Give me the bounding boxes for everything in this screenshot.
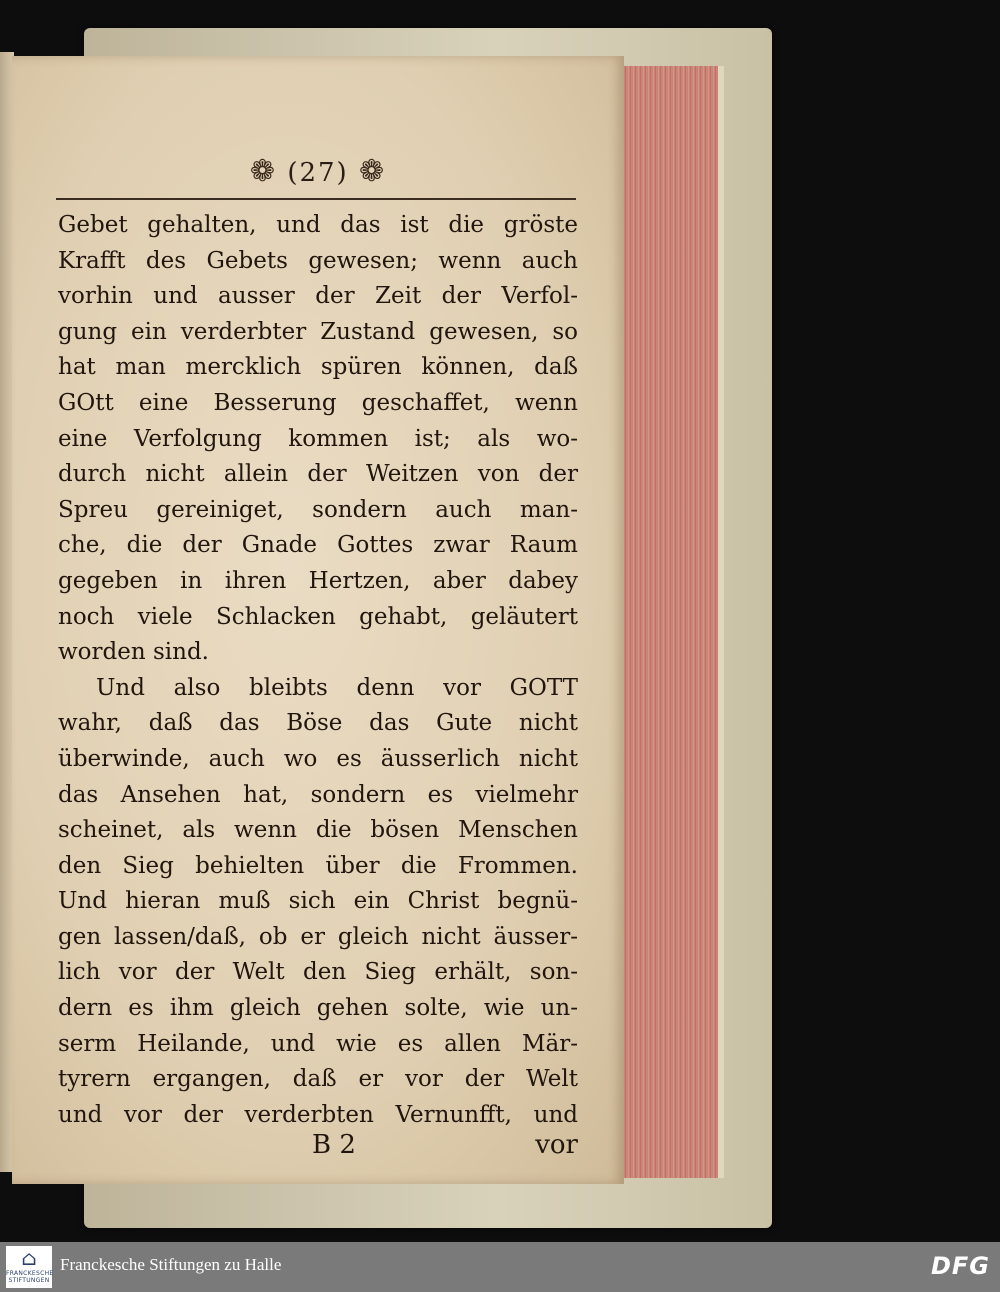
text-line: Spreu gereiniget, sondern auch man- xyxy=(58,496,578,523)
text-line: worden sind. xyxy=(58,639,209,666)
institution-name[interactable]: Franckesche Stiftungen zu Halle xyxy=(60,1255,282,1274)
page-text xyxy=(58,208,578,1133)
text-line: Krafft des Gebets gewesen; wenn auch xyxy=(58,247,578,274)
text-line: durch nicht allein der Weitzen von der xyxy=(58,461,578,488)
text-line: noch viele Schlacken gehabt, geläutert xyxy=(58,603,578,630)
text-line: hat man mercklich spüren können, daß xyxy=(58,354,578,381)
text-line: eine Verfolgung kommen ist; als wo- xyxy=(58,425,578,452)
text-line: gegeben in ihren Hertzen, aber dabey xyxy=(58,567,578,594)
text-line: tyrern ergangen, daß er vor der Welt xyxy=(58,1066,578,1093)
institution-logo[interactable] xyxy=(6,1246,52,1288)
text-line: dern es ihm gleich gehen solte, wie un- xyxy=(58,995,578,1022)
text-line: vorhin und ausser der Zeit der Verfol- xyxy=(58,283,578,310)
signature-mark: B 2 xyxy=(312,1130,356,1160)
building-icon: ⌂ xyxy=(21,1246,37,1270)
text-line: che, die der Gnade Gottes zwar Raum xyxy=(58,532,578,559)
catchword: vor xyxy=(535,1130,578,1160)
text-line: Gebet gehalten, und das ist die gröste xyxy=(58,212,578,238)
ornament-right-icon: ❁ xyxy=(358,154,387,189)
page-edges xyxy=(622,66,724,1178)
page-footer xyxy=(58,1130,578,1166)
text-line: den Sieg behielten über die Frommen. xyxy=(58,852,578,879)
text-line: lich vor der Welt den Sieg erhält, son- xyxy=(58,959,578,986)
footer-bar xyxy=(0,1242,1000,1292)
logo-text: FRANCKESCHE STIFTUNGEN xyxy=(6,1270,54,1284)
book-page xyxy=(12,56,624,1184)
text-line: Und also bleibts denn vor GOTT xyxy=(96,674,578,701)
page-number: (27) xyxy=(287,158,349,188)
text-line: serm Heilande, und wie es allen Mär- xyxy=(58,1030,578,1057)
dfg-logo[interactable]: DFG xyxy=(930,1252,990,1280)
text-line: Und hieran muß sich ein Christ begnü- xyxy=(58,888,578,915)
text-line: das Ansehen hat, sondern es vielmehr xyxy=(58,781,578,808)
text-line: wahr, daß das Böse das Gute nicht xyxy=(58,710,578,737)
text-line: und vor der verderbten Vernunfft, und xyxy=(58,1101,578,1128)
ornament-left-icon: ❁ xyxy=(249,154,278,189)
text-line: gen lassen/daß, ob er gleich nicht äusser- xyxy=(58,923,578,950)
text-line: gung ein verderbter Zustand gewesen, so xyxy=(58,318,578,345)
page-header xyxy=(12,154,624,189)
header-rule xyxy=(56,198,576,200)
text-line: überwinde, auch wo es äusserlich nicht xyxy=(58,745,578,772)
text-line: scheinet, als wenn die bösen Menschen xyxy=(58,817,578,844)
text-line: GOtt eine Besserung geschaffet, wenn xyxy=(58,389,578,416)
